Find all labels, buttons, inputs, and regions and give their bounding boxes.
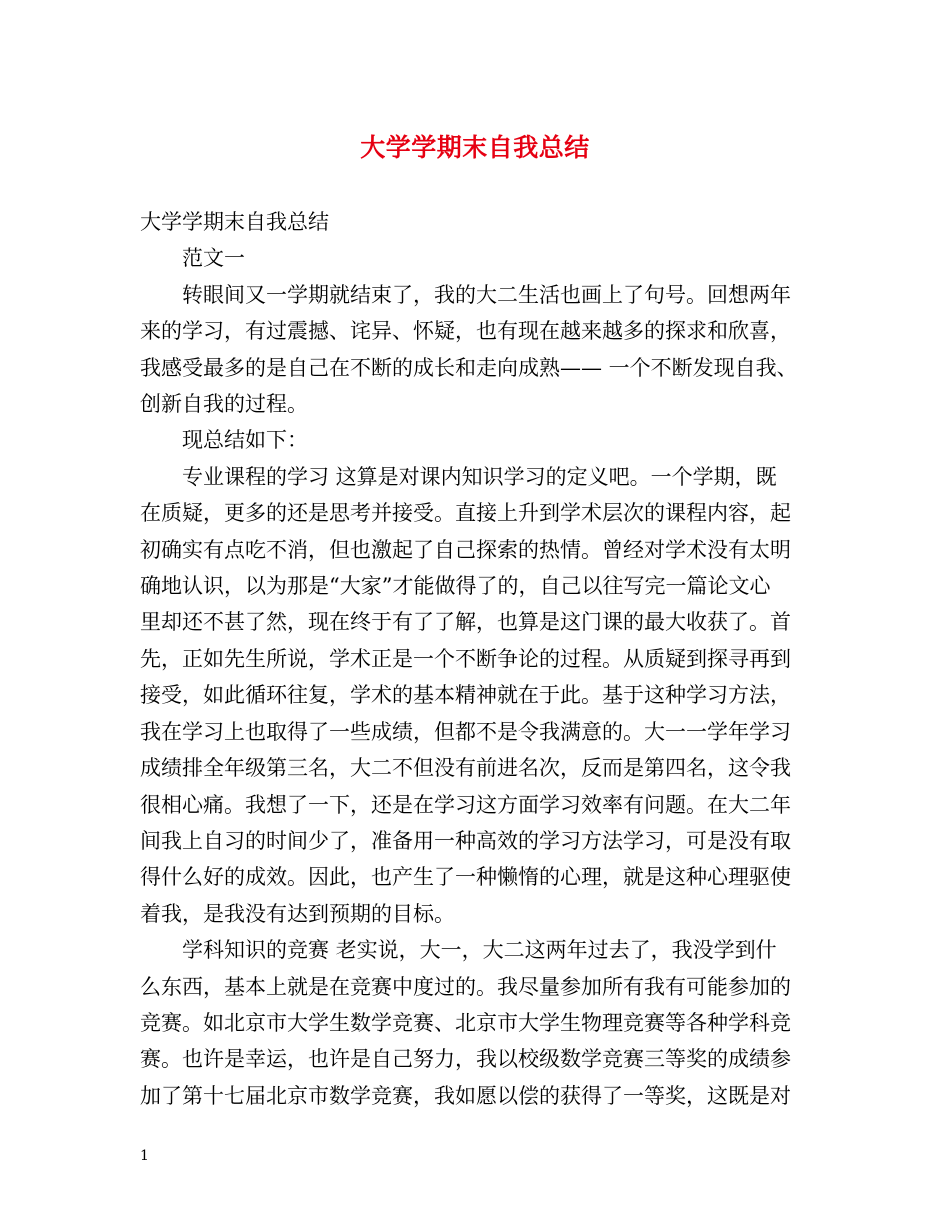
text-line: 转眼间又一学期就结束了，我的大二生活也画上了句号。回想两年 xyxy=(182,282,791,307)
text-line: 我感受最多的是自己在不断的成长和走向成熟—— 一个不断发现自我、 xyxy=(140,355,798,380)
text-line: 来的学习，有过震撼、诧异、怀疑，也有现在越来越多的探求和欣喜， xyxy=(140,319,791,344)
text-line: 接受，如此循环往复，学术的基本精神就在于此。基于这种学习方法， xyxy=(140,683,791,708)
text-line: 范文一 xyxy=(182,246,245,271)
text-line: 很相心痛。我想了一下，还是在学习这方面学习效率有问题。在大二年 xyxy=(140,792,791,817)
text-line: 成绩排全年级第三名，大二不但没有前进名次，反而是第四名，这令我 xyxy=(140,756,791,781)
text-line: 里却还不甚了然，现在终于有了了解，也算是这门课的最大收获了。首 xyxy=(140,610,791,635)
text-line: 赛。也许是幸运，也许是自己努力，我以校级数学竞赛三等奖的成绩参 xyxy=(140,1047,791,1072)
text-line: 确地认识，以为那是“大家”才能做得了的，自己以往写完一篇论文心 xyxy=(140,574,771,599)
text-line: 得什么好的成效。因此，也产生了一种懒惰的心理，就是这种心理驱使 xyxy=(140,865,791,890)
text-line: 我在学习上也取得了一些成绩，但都不是令我满意的。大一一学年学习 xyxy=(140,719,791,744)
text-line: 在质疑，更多的还是思考并接受。直接上升到学术层次的课程内容，起 xyxy=(140,501,791,526)
text-line: 专业课程的学习 这算是对课内知识学习的定义吧。一个学期，既 xyxy=(182,464,777,489)
text-line: 创新自我的过程。 xyxy=(140,392,308,417)
text-line: 间我上自习的时间少了，准备用一种高效的学习方法学习，可是没有取 xyxy=(140,828,791,853)
text-line: 初确实有点吃不消，但也激起了自己探索的热情。曾经对学术没有太明 xyxy=(140,537,791,562)
text-line: 么东西，基本上就是在竞赛中度过的。我尽量参加所有我有可能参加的 xyxy=(140,974,791,999)
text-line: 着我，是我没有达到预期的目标。 xyxy=(140,901,455,926)
document-body xyxy=(140,204,830,1114)
text-line: 大学学期末自我总结 xyxy=(140,210,329,234)
text-line: 现总结如下： xyxy=(182,428,308,453)
document-title: 大学学期末自我总结 xyxy=(360,133,590,162)
text-line: 竞赛。如北京市大学生数学竞赛、北京市大学生物理竞赛等各种学科竞 xyxy=(140,1010,791,1035)
text-line: 加了第十七届北京市数学竞赛，我如愿以偿的获得了一等奖，这既是对 xyxy=(140,1083,791,1108)
text-line: 先，正如先生所说，学术正是一个不断争论的过程。从质疑到探寻再到 xyxy=(140,646,791,671)
page-number: 1 xyxy=(140,1148,149,1164)
text-line: 学科知识的竞赛 老实说，大一，大二这两年过去了，我没学到什 xyxy=(182,938,777,963)
